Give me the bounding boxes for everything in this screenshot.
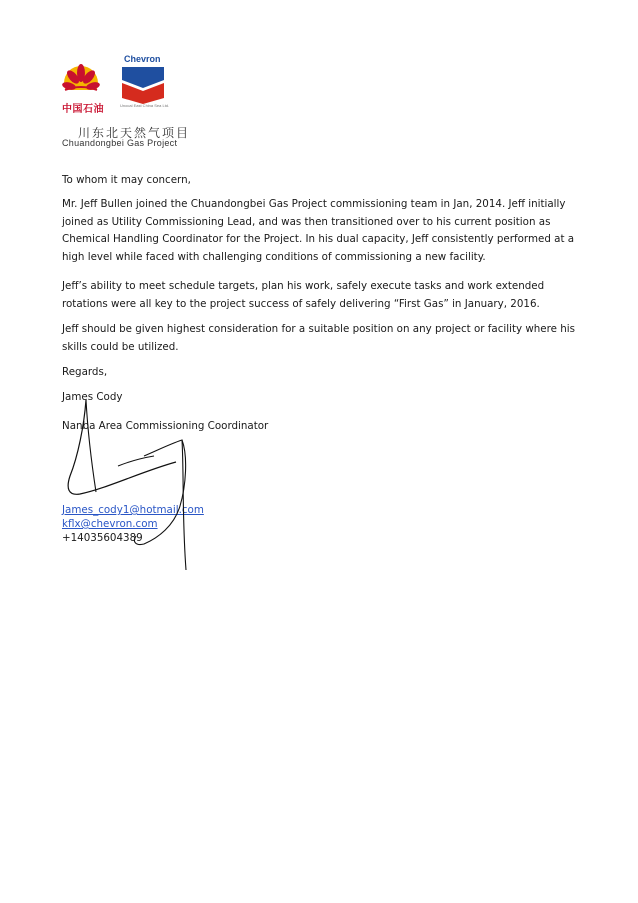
paragraph-1: Mr. Jeff Bullen joined the Chuandongbei Gas Project commissioning team in Jan, 2014. Jeff initially joined as Utility Commissioning Lead, and was then transitioned over to his current position as Chemical Handling Coordinator for the Project. In his dual capacity, Jeff consistently performed at a high level while faced with challenging conditions of commissioning a new facility. [62, 198, 575, 263]
signer-title: Nanba Area Commissioning Coordinator [62, 420, 269, 432]
closing: Regards, [62, 366, 108, 378]
paragraph-3: Jeff should be given highest consideration for a suitable position on any project or facility where his skills could be utilized. [62, 323, 576, 353]
phone-number: +14035604389 [62, 532, 143, 544]
cnpc-logo-text: 中国石油 [62, 104, 104, 115]
project-name-chinese: 川东北天然气项目 [78, 126, 191, 140]
chevron-logo-text: Chevron [124, 54, 161, 64]
email-link-chevron[interactable]: kflx@chevron.com [62, 518, 158, 530]
chevron-logo-icon [118, 58, 168, 104]
project-name-english: Chuandongbei Gas Project [62, 138, 178, 148]
email-link-hotmail[interactable]: James_cody1@hotmail.com [62, 504, 204, 516]
signer-name: James Cody [62, 391, 123, 403]
header-logos [62, 54, 182, 118]
chevron-subsidiary-text: Unocal East China Sea Ltd. [120, 103, 170, 108]
salutation: To whom it may concern, [62, 174, 191, 186]
paragraph-2: Jeff’s ability to meet schedule targets, plan his work, safely execute tasks and work extended rotations were all key to the project success of safely delivering “First Gas” in January, 2016. [62, 280, 545, 310]
